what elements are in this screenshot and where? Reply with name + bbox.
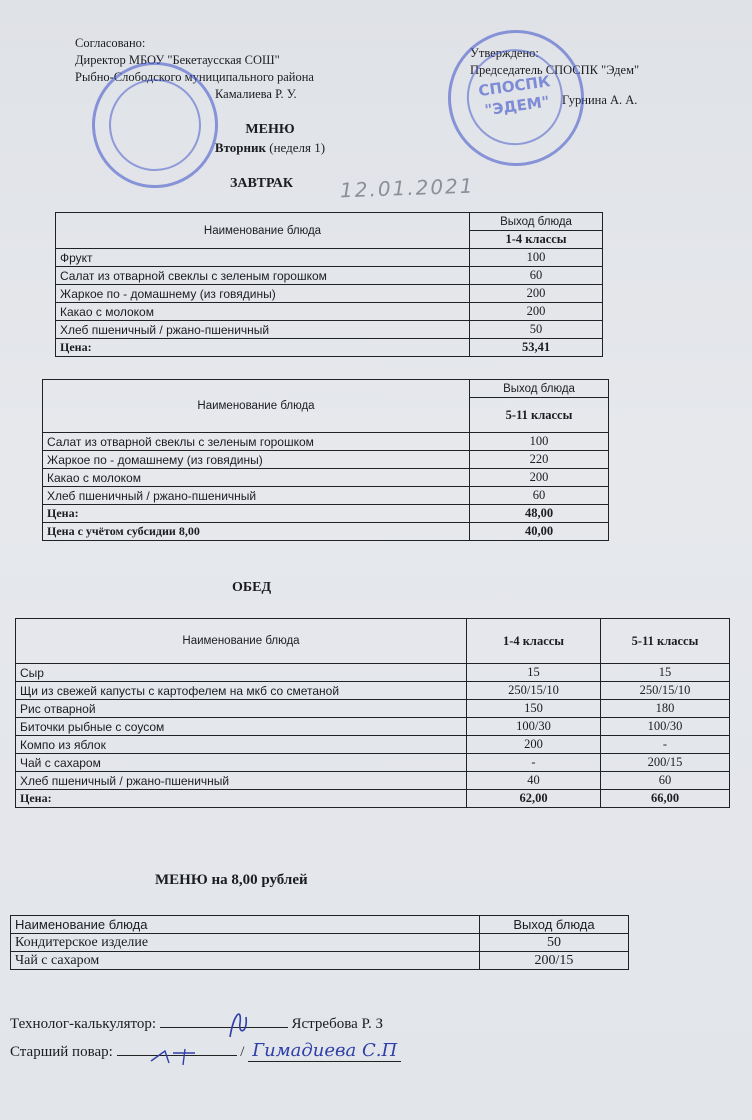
day-name: Вторник: [214, 140, 266, 155]
table-row: [56, 303, 603, 321]
lunch-table: [15, 618, 730, 808]
table-row: [16, 736, 730, 754]
dish-output: 100/30: [467, 718, 601, 736]
dish-name: Хлеб пшеничный / ржано-пшеничный: [16, 772, 467, 790]
dish-output: 220: [470, 451, 609, 469]
dish-name: Фрукт: [56, 249, 470, 267]
dish-output: 180: [601, 700, 730, 718]
dish-output: 250/15/10: [601, 682, 730, 700]
dish-name: Кондитерское изделие: [11, 934, 480, 952]
menu-title: МЕНЮ: [245, 122, 295, 137]
col-header-output: Выход блюда: [480, 916, 629, 934]
dish-name: Рис отварной: [16, 700, 467, 718]
col-header-grade: 1-4 классы: [470, 231, 603, 249]
dish-output: 250/15/10: [467, 682, 601, 700]
technologist-line: [10, 1016, 383, 1033]
week-label: (неделя 1): [269, 140, 326, 155]
approval-line: Согласовано:: [75, 36, 146, 50]
table-row: [16, 754, 730, 772]
col-header-name: Наименование блюда: [16, 619, 467, 664]
price-label: Цена:: [56, 339, 470, 357]
price-row: [56, 339, 603, 357]
signature-line: [160, 1027, 288, 1028]
table-row: [43, 487, 609, 505]
dish-name: Жаркое по - домашнему (из говядины): [43, 451, 470, 469]
dish-output: 60: [470, 487, 609, 505]
table-row: [43, 451, 609, 469]
menu8-heading: МЕНЮ на 8,00 рублей: [155, 872, 308, 888]
col-header-grade-1-4: 1-4 классы: [467, 619, 601, 664]
table-row: [16, 664, 730, 682]
price-row: [16, 790, 730, 808]
price-value: 66,00: [601, 790, 730, 808]
chef-signature: Гимадиева С.П: [248, 1040, 401, 1062]
chef-label: Старший повар:: [10, 1044, 113, 1060]
subsidy-row: [43, 523, 609, 541]
dish-output: 200: [470, 285, 603, 303]
dish-output: 50: [480, 934, 629, 952]
subsidy-label: Цена с учётом субсидии 8,00: [43, 523, 470, 541]
dish-name: Чай с сахаром: [11, 952, 480, 970]
col-header-grade: 5-11 классы: [470, 398, 609, 433]
handwritten-date: 12.01.2021: [339, 173, 475, 203]
menu8-table: [10, 915, 629, 970]
table-row: [16, 718, 730, 736]
table-row: [56, 285, 603, 303]
dish-output: 200/15: [601, 754, 730, 772]
approval-line: Утверждено:: [470, 46, 539, 60]
dish-output: 60: [601, 772, 730, 790]
col-header-output: Выход блюда: [470, 213, 603, 231]
technologist-label: Технолог-калькулятор:: [10, 1016, 157, 1032]
dish-name: Салат из отварной свеклы с зеленым горошком: [43, 433, 470, 451]
dish-output: -: [601, 736, 730, 754]
price-label: Цена:: [43, 505, 470, 523]
dish-output: 100/30: [601, 718, 730, 736]
approval-line: Рыбно-Слободского муниципального района: [75, 70, 314, 84]
price-row: [43, 505, 609, 523]
technologist-name: Ястребова Р. З: [291, 1016, 383, 1032]
dish-name: Хлеб пшеничный / ржано-пшеничный: [43, 487, 470, 505]
signature-mark: [147, 1045, 207, 1069]
dish-output: 200: [470, 303, 603, 321]
table-row: [11, 934, 629, 952]
signature-line: [117, 1055, 237, 1056]
price-value: 53,41: [470, 339, 603, 357]
stamp-text: "ЭДЕМ": [483, 92, 551, 120]
approval-line: Гурнина А. А.: [562, 93, 638, 107]
approval-line: Камалиева Р. У.: [215, 87, 297, 101]
col-header-name: Наименование блюда: [56, 213, 470, 249]
dish-name: Сыр: [16, 664, 467, 682]
dish-output: 150: [467, 700, 601, 718]
table-row: [43, 433, 609, 451]
signature-mark: [220, 1003, 260, 1043]
dish-name: Хлеб пшеничный / ржано-пшеничный: [56, 321, 470, 339]
col-header-grade-5-11: 5-11 классы: [601, 619, 730, 664]
dish-name: Салат из отварной свеклы с зеленым горошком: [56, 267, 470, 285]
breakfast-table-1-4: [55, 212, 603, 357]
table-row: [16, 772, 730, 790]
dish-output: 200: [470, 469, 609, 487]
price-value: 48,00: [470, 505, 609, 523]
table-row: [16, 682, 730, 700]
table-row: [56, 267, 603, 285]
dish-output: 200: [467, 736, 601, 754]
dish-output: 100: [470, 249, 603, 267]
dish-name: Жаркое по - домашнему (из говядины): [56, 285, 470, 303]
approval-line: Председатель СПОСПК "Эдем": [470, 63, 640, 77]
col-header-name: Наименование блюда: [43, 380, 470, 433]
dish-output: 60: [470, 267, 603, 285]
dish-output: 40: [467, 772, 601, 790]
price-value: 62,00: [467, 790, 601, 808]
lunch-heading: ОБЕД: [232, 580, 272, 595]
price-label: Цена:: [16, 790, 467, 808]
col-header-output: Выход блюда: [470, 380, 609, 398]
dish-output: 200/15: [480, 952, 629, 970]
col-header-name: Наименование блюда: [11, 916, 480, 934]
chef-line: Старший повар: / Гимадиева С.П: [10, 1040, 401, 1062]
dish-output: 15: [467, 664, 601, 682]
dish-output: 100: [470, 433, 609, 451]
dish-output: 50: [470, 321, 603, 339]
dish-name: Чай с сахаром: [16, 754, 467, 772]
stamp-text: СПОСПК: [477, 72, 552, 101]
menu-day: [170, 140, 370, 156]
table-row: [56, 249, 603, 267]
dish-name: Какао с молоком: [43, 469, 470, 487]
subsidy-price: 40,00: [470, 523, 609, 541]
table-row: [56, 321, 603, 339]
dish-output: -: [467, 754, 601, 772]
dish-name: Компо из яблок: [16, 736, 467, 754]
breakfast-heading: ЗАВТРАК: [230, 176, 294, 191]
dish-name: Какао с молоком: [56, 303, 470, 321]
table-row: [11, 952, 629, 970]
breakfast-table-5-11: [42, 379, 609, 541]
table-row: [43, 469, 609, 487]
dish-name: Биточки рыбные с соусом: [16, 718, 467, 736]
approval-line: Директор МБОУ "Бекетаусская СОШ": [75, 53, 280, 67]
dish-output: 15: [601, 664, 730, 682]
table-row: [16, 700, 730, 718]
dish-name: Щи из свежей капусты с картофелем на мкб со сметаной: [16, 682, 467, 700]
